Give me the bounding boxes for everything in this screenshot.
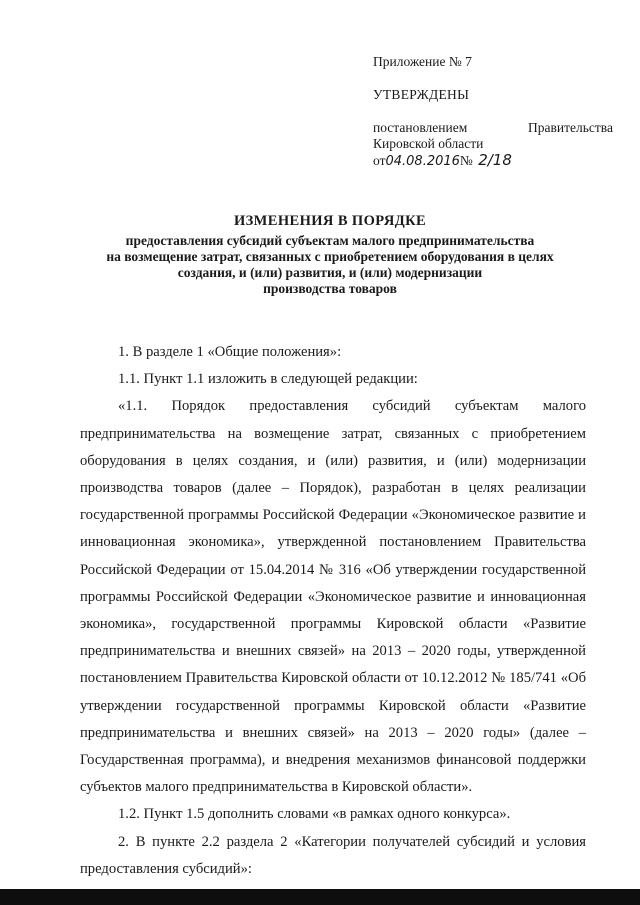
number-prefix: №: [459, 153, 473, 168]
document-subtitle-line-3: создания, и (или) развития, и (или) модернизации: [177, 265, 483, 280]
scan-bottom-edge: [0, 889, 640, 905]
region-line: Кировской области: [373, 136, 484, 151]
annex-number: Приложение № 7: [373, 54, 472, 69]
document-subtitle-line-4: производства товаров: [263, 281, 397, 296]
document-body: [80, 339, 586, 883]
paragraph-section-2: 2. В пункте 2.2 раздела 2 «Категории получателей субсидий и условия предоставления субсидий»:: [80, 833, 586, 877]
decree-date-number: [373, 152, 613, 170]
document-subtitle-line-2: на возмещение затрат, связанных с приобретением оборудования в целях: [106, 249, 554, 264]
approval-block: [373, 54, 613, 170]
approved-label: УТВЕРЖДЕНЫ: [373, 87, 470, 102]
handwritten-date: 04.08.2016: [385, 154, 460, 169]
document-subtitle-line-1: предоставления субсидий субъектам малого предпринимательства: [125, 233, 535, 248]
paragraph-section-1: 1. В разделе 1 «Общие положения»:: [118, 344, 342, 360]
from-prefix: от: [373, 153, 386, 168]
paragraph-1-1: 1.1. Пункт 1.1 изложить в следующей редакции:: [118, 371, 418, 388]
handwritten-number: 2/18: [478, 151, 512, 169]
paragraph-1-1-text: «1.1. Порядок предоставления субсидий субъектам малого предпринимательства на возмещение затрат, связанных с приобретением оборудования в целях создания, и (или) развития, и (или) модернизации производства товаров (далее – Порядок), разработан в целях реализации государственной программы Российской Федерации «Экономическое развитие и инновационная экономика», утвержденной постановлением Правительства Российской Федерации от 15.04.2014 № 316 «Об утверждении государственной программы Российской Федерации «Экономическое развитие и инновационная экономика», государственной программы Кировской области «Развитие предпринимательства и внешних связей» на 2013 – 2020 годы, утвержденной постановлением Правительства Кировской области от 10.12.2012 № 185/741 «Об утверждении государственной программы Кировской области «Развитие предпринимательства и внешних связей» на 2013 – 2020 годы» (далее – Государственная программа), и внедрения механизмов финансовой поддержки субъектов малого предпринимательства в Кировской области».: [80, 398, 586, 796]
decree-line: постановлением Правительства: [373, 120, 613, 135]
document-title: ИЗМЕНЕНИЯ В ПОРЯДКЕ: [233, 213, 427, 229]
document-heading: [60, 213, 600, 297]
paragraph-1-2: 1.2. Пункт 1.5 дополнить словами «в рамках одного конкурса».: [118, 806, 511, 823]
